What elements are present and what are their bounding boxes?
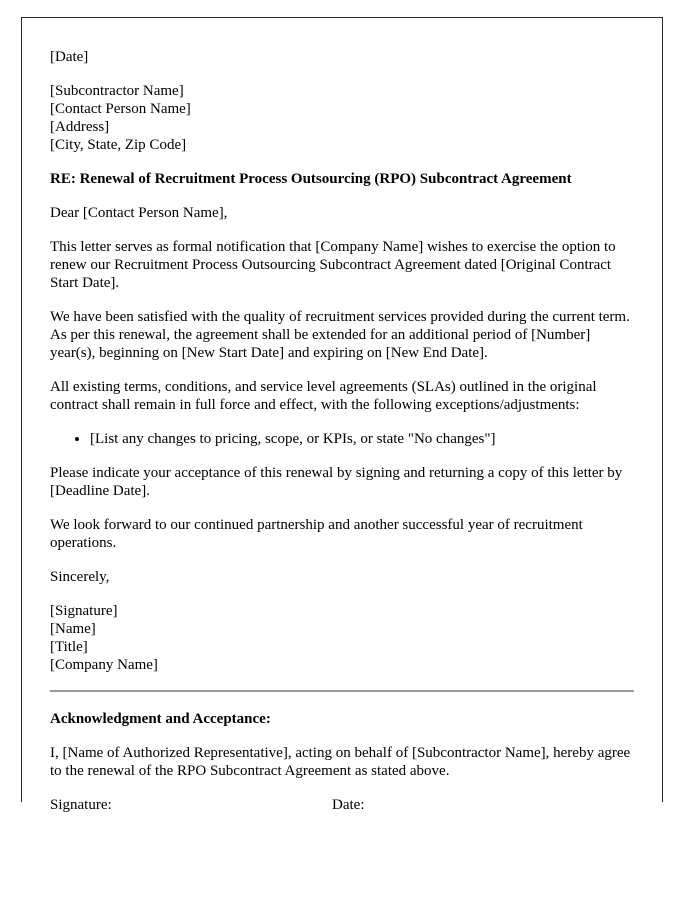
section-divider	[50, 690, 634, 692]
acknowledgment-paragraph: I, [Name of Authorized Representative], acting on behalf of [Subcontractor Name], hereby agree to the renewal of the RPO Subcontract Agreement as stated above.	[50, 745, 631, 779]
acknowledgment-signature-row	[50, 796, 634, 814]
changes-bullet-list	[50, 430, 634, 448]
recipient-line: [Subcontractor Name]	[50, 83, 184, 99]
body-paragraph: We look forward to our continued partnership and another successful year of recruitment operations.	[50, 517, 583, 551]
bullet-item: • [List any changes to pricing, scope, or KPIs, or state "No changes"]	[90, 430, 634, 448]
signature-line: [Signature]	[50, 603, 118, 619]
acknowledgment-heading: Acknowledgment and Acceptance:	[50, 711, 271, 727]
salutation: Dear [Contact Person Name],	[50, 205, 228, 221]
letter-page	[21, 17, 663, 813]
recipient-address-block	[50, 82, 634, 154]
body-paragraph: We have been satisfied with the quality of recruitment services provided during the current term. As per this renewal, the agreement shall be extended for an additional period of [Number] year(s), beginning on [New Start Date] and expiring on [New End Date].	[50, 309, 630, 361]
recipient-line: [City, State, Zip Code]	[50, 137, 187, 153]
closing: Sincerely,	[50, 569, 110, 585]
signature-line: [Title]	[50, 639, 88, 655]
body-paragraph: This letter serves as formal notification that [Company Name] wishes to exercise the option to renew our Recruitment Process Outsourcing Subcontract Agreement dated [Original Contract Start Date].	[50, 239, 616, 291]
body-paragraph: Please indicate your acceptance of this renewal by signing and returning a copy of this letter by [Deadline Date].	[50, 465, 623, 499]
date-line: [Date]	[50, 49, 89, 65]
signature-line: [Name]	[50, 621, 96, 637]
subject-line: RE: Renewal of Recruitment Process Outsourcing (RPO) Subcontract Agreement	[50, 171, 572, 187]
signature-label: Signature:	[50, 797, 112, 813]
signature-line: [Company Name]	[50, 657, 158, 673]
date-label: Date:	[332, 797, 365, 813]
recipient-line: [Address]	[50, 119, 110, 135]
signature-block	[50, 602, 634, 674]
body-paragraph: All existing terms, conditions, and service level agreements (SLAs) outlined in the original contract shall remain in full force and effect, with the following exceptions/adjustments:	[50, 379, 597, 413]
recipient-line: [Contact Person Name]	[50, 101, 191, 117]
